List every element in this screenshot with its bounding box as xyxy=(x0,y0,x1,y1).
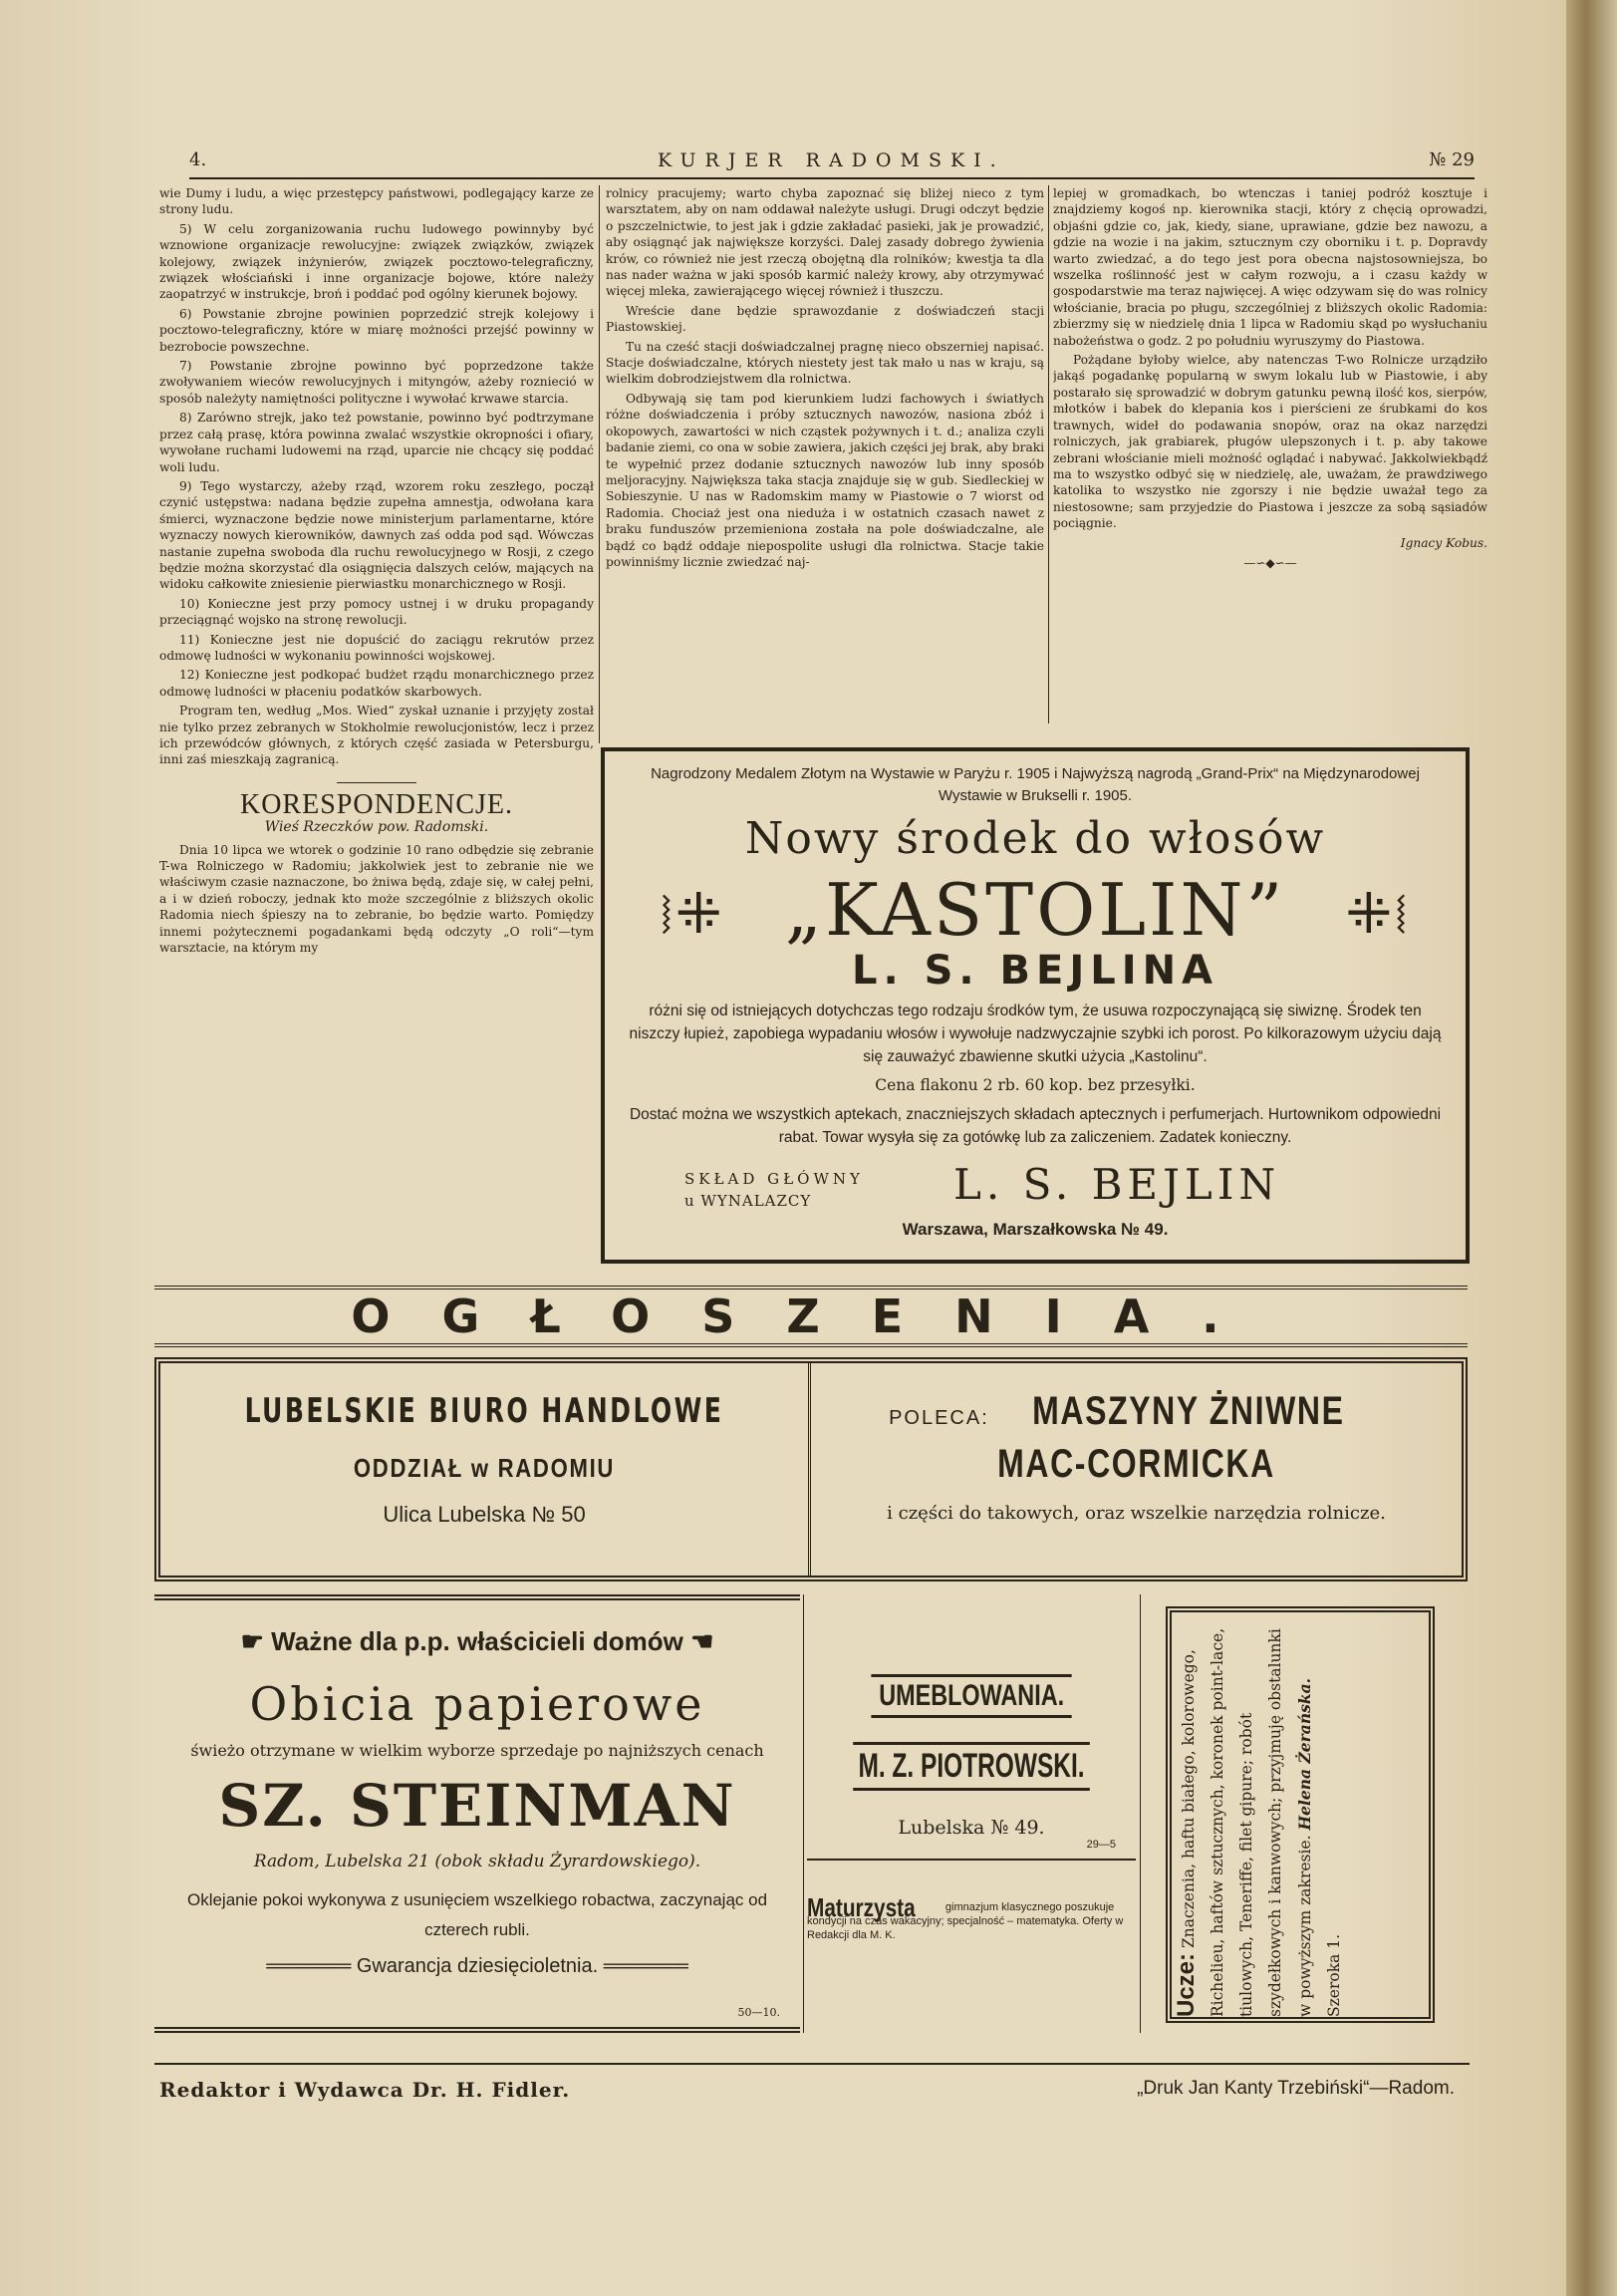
ad-code: 50—10. xyxy=(737,2006,780,2019)
pointing-hand-icon: ☚ xyxy=(690,1626,714,1656)
ornament-icon: ⧘⁜ xyxy=(661,882,725,947)
ad-text: Oklejanie pokoi wykonywa z usunięciem wszelkiego robactwa, zaczynając od czterech rubli. xyxy=(186,1890,768,1939)
ad-address: Warszawa, Marszałkowska № 49. xyxy=(902,1220,1169,1239)
section-heading: KORESPONDENCJE. xyxy=(239,788,514,820)
ad-text: gimnazjum klasycznego poszukuje kondycji na czas wakacyjny; specjalność – matematyka. Oferty w Redakcji dla M. K. xyxy=(807,1901,1124,1942)
newspaper-title: KURJER RADOMSKI. xyxy=(658,149,1005,171)
divider xyxy=(337,782,416,783)
column-divider xyxy=(1048,185,1049,723)
ad-zeranska xyxy=(1166,1606,1435,2023)
ad-left-half xyxy=(160,1363,811,1576)
paragraph: 7) Powstanie zbrojne powinno być poprzedzone także zwoływaniem wieców rewolucyjnych i mityngów, ażeby roznieció w sposób należyty namiętności polityczne i wywołać krwawe starcia. xyxy=(159,359,594,406)
ad-product-name xyxy=(605,868,1466,952)
paragraph: 8) Zarówno strejk, jako też powstanie, powinno być podtrzymane przez całą prasę, która powinna zwalać wszystkie okropności i ofiary, wywołane ruchami ludowemi na rząd, uparcie nie chcący się poddać woli ludu. xyxy=(159,411,594,474)
warehouse-label: SKŁAD GŁÓWNY xyxy=(684,1170,864,1188)
street-address: Ulica Lubelska № 50 xyxy=(383,1502,586,1527)
paragraph: 5) W celu zorganizowania ruchu ludowego powinnyby być wznowione organizacje rewolucyjne: związek związków, związek kolejowy, związek inżynierów, związek pocztowo-telegraficzny, związek włościański i inne organizacje bojowe, które należy zaopatrzyć w instrukcje, broń i poddać pod ogólny kierunek bojowy. xyxy=(159,221,594,302)
paragraph: wie Dumy i ludu, a więc przestępcy państwowi, podlegający karze ze strony ludu. xyxy=(159,186,594,217)
pointing-hand-icon: ☛ xyxy=(240,1626,264,1656)
product-line-1: MASZYNY ŻNIWNE xyxy=(1032,1389,1345,1433)
ad-street: Szeroka 1. xyxy=(1325,1933,1343,2017)
page-number: 4. xyxy=(189,149,207,170)
printer-line: „Druk Jan Kanty Trzebiński“—Radom. xyxy=(1137,2078,1455,2099)
guarantee: ══════ Gwarancja dziesięcioletnia. ══════ xyxy=(266,1955,688,1977)
product-text: „KASTOLIN” xyxy=(784,868,1286,952)
paragraph: Tu na cześć stacji doświadczalnej pragnę nieco obszerniej napisać. Stacje doświadczalne, których niestety jest tak mało u nas w kraju, są wielkim dobrodziejstwem dla rolnictwa. xyxy=(606,339,1044,387)
paragraph: Pożądane byłoby wielce, aby natenczas T-wo Rolnicze urządziło jakąś pogadankę popularną w swym lokalu lub w Piastowie, i aby postarało się sprowadzić w dobrym gatunku pewną ilość kos, sierpów, młotków i babek do klepania kos i pierścieni ze śrubkami do kos trawnych, wideł do podawania snopów, oraz na okaz narzędzi rolniczych, jak grabiarek, pługów ulepszonych i t. p. aby takowe zebrani włościanie mieli możność oglądać i nabywać. Jakkolwiekbądź ma to wszystko odbyć się w niedzielę, ale, uważam, że prawdziwego katolika to wszystko nie zgorszy i nie będzie uważał tego za niestosowne; sam przyjedzie do Piastowa i jeszcze za sobą sąsiadów pociągnie. xyxy=(1053,353,1487,531)
product-line-2: MAC-CORMICKA xyxy=(997,1442,1275,1486)
ad-umeblowania xyxy=(807,1594,1136,2033)
paragraph: Dnia 10 lipca we wtorek o godzinie 10 rano odbędzie się zebranie T-wa Rolniczego w Radomiu; jakkolwiek jest to zebranie nie we właściwym czasie naznaczone, bo żniwa będą, zdaje się, w całej pełni, a i w dzień roboczy, jednak kto może szczególnie z bliższych okolic Radomia niech śpieszy na to zebranie, bo będzie warto. Pomiędzy innemi pożytecznemi pogadankami będą odczyty „O roli“—tym warsztacie, na którym my xyxy=(159,842,594,956)
ad-body: różni się od istniejących dotychczas tego rodzaju środków tym, że usuwa rozpoczynającą się siwiznę. Środek ten niszczy łupież, zapobiega wypadaniu włosów i wywołuje nadzwyczajnie szybki ich porost. Po kilkorazowym użyciu dają się zauważyć zbawienne skutki użycia „Kastolinu“. xyxy=(629,1003,1442,1065)
ad-title: UMEBLOWANIA. xyxy=(871,1674,1071,1718)
paragraph: lepiej w gromadkach, bo wtenczas i taniej podróż kosztuje i znajdziemy kogoś np. kierownika stacji, który z chęcią oprowadzi, objaśni gdzie co, jak, kiedy, siane, uprawiane, gdzie bez nawozu, a gdzie na wozie i na jakim, sztucznym czy oborniku i t. p. Dopravdy warto zwiedzać, a do tego jest pora obecna najstosowniejsza, bo wszelka roślinność jest w całym rozwoju, a i czasu każdy w gospodarstwie ma teraz najwięcej. A więc odzywam się do was rolnicy włościanie, bracia po pługu, szczególniej z bliższych okolic Radomia: zbierzmy się w niedzielę dnia 1 lipca w Radomiu skąd po wysłuchaniu nabożeństwa o godz. 2 po południu wyruszymy do Piastowa. xyxy=(1053,186,1487,348)
product-details: i części do takowych, oraz wszelkie narzędzia rolnicze. xyxy=(887,1503,1386,1524)
paragraph: 10) Konieczne jest przy pomocy ustnej i w druku propagandy przeciągnąć wojsko na stronę rewolucji. xyxy=(159,596,594,628)
ornament-icon: ⁜⧙ xyxy=(1345,882,1410,947)
page-footer xyxy=(159,2078,1455,2108)
ad-kastolin xyxy=(601,747,1470,1264)
issue-number: № 29 xyxy=(1429,149,1475,170)
ad-headline: Nowy środek do włosów xyxy=(744,813,1326,864)
notice-text: Ważne dla p.p. właścicieli domów xyxy=(271,1626,683,1656)
ad-steinman xyxy=(154,1594,800,2033)
ornament-divider: —∽◆∽— xyxy=(1243,555,1297,570)
ad-title: Maturzysta xyxy=(807,1892,916,1923)
ad-price: Cena flakonu 2 rb. 60 kop. bez przesyłki. xyxy=(875,1076,1196,1094)
paragraph: Odbywają się tam pod kierunkiem ludzi fachowych i światłych różne doświadczenia i próby sztucznych nawozów, nasiona zbóż i okopowych, zawartości w nich cząstek pożywnych i t. d.; analiza czyli badanie ziemi, co ona w sobie zawiera, jakich części jej brak, aby braki te wypełnić przez dodanie sztucznych nawozów lub inny sposób meljoracyjny. Największa taka stacja znajduje się w gub. Siedleckiej w Sobieszynie. U nas w Radomskim mamy w Piastowie o 7 wiorst od Radomia. Chociaż jest ona nieduża i w ostatnich czasach nawet z braku funduszów przemieniona została na pole doświadczalne, ale bądź co bądź oddaje niepospolite usługi dla rolnictwa. Stacje takie powinniśmy licznie zwiedzać naj- xyxy=(606,391,1044,569)
ad-subtitle: świeżo otrzymane w wielkim wyborze sprzedaje po najniższych cenach xyxy=(190,1741,764,1760)
ad-heading: Ucze: xyxy=(1173,1952,1200,2017)
merchant-address: Lubelska № 49. xyxy=(898,1817,1045,1839)
ad-name: Helena Żerańska. xyxy=(1295,1677,1314,1831)
ads-banner: OGŁOSZENIA. xyxy=(154,1286,1468,1347)
ad-right-half xyxy=(811,1363,1462,1576)
merchant-name: SZ. STEINMAN xyxy=(218,1772,736,1840)
recommends-label: POLECA: xyxy=(889,1407,989,1429)
ad-maturzysta xyxy=(807,1892,1136,1942)
article-column-2 xyxy=(606,185,1044,733)
binding-edge xyxy=(1566,0,1617,2296)
header-rule xyxy=(189,177,1475,179)
notice-line xyxy=(154,1626,800,1657)
divider xyxy=(807,1859,1136,1861)
paragraph: Wreście dane będzie sprawozdanie z doświadczeń stacji Piastowskiej. xyxy=(606,303,1044,335)
guarantee-text: Gwarancja dziesięcioletnia. xyxy=(356,1955,599,1977)
column-divider xyxy=(1140,1594,1141,2033)
merchant-address: Radom, Lubelska 21 (obok składu Żyrardowskiego). xyxy=(253,1852,701,1871)
branch-name: ODDZIAŁ w RADOMIU xyxy=(353,1453,616,1483)
editor-line: Redaktor i Wydawca Dr. H. Fidler. xyxy=(159,2078,571,2102)
column-divider xyxy=(599,185,600,743)
paragraph: rolnicy pracujemy; warto chyba zapoznać się bliżej nieco z tym warsztatem, aby on nam oddawał należyte usługi. Drugi odczyt będzie o pszczelnictwie, to jest jak i gdzie zakładać pasieki, jak je prowadzić, aby osiągnąć jak największe korzyści. Dalej zasady dobrego żywienia krów, co również nie jest rzeczą obojętną dla rolników; kwestja ta dla nas nader ważna w jaki sposób karmić należy krowy, aby otrzymywać więcej mleka, zawierającego więcej również i tłuszczu. xyxy=(606,186,1044,299)
column-divider xyxy=(803,1594,804,2033)
correspondence-place: Wieś Rzeczków pow. Radomski. xyxy=(264,819,489,836)
paragraph: 11) Konieczne jest nie dopuścić do zaciągu rekrutów przez odmowę ludności w wykonaniu powinności wojskowej. xyxy=(159,632,594,663)
page-header xyxy=(189,149,1475,171)
rotated-ad-text xyxy=(1172,1612,1429,2017)
footer-rule xyxy=(154,2063,1470,2065)
ad-title: Obicia papierowe xyxy=(249,1677,705,1731)
merchant-name: M. Z. PIOTROWSKI. xyxy=(853,1742,1090,1791)
paragraph: 6) Powstanie zbrojne powinien poprzedzić strejk kolejowy i pocztowo-telegraficzny, które w miarę możności przejść powinny w bezrobocie powszechne. xyxy=(159,306,594,354)
company-name: LUBELSKIE BIURO HANDLOWE xyxy=(244,1391,724,1431)
paragraph: Program ten, według „Mos. Wied“ zyskał uznanie i przyjęty został nie tylko przez zebranych w Stokholmie rewolucjonistów, lecz i przez ich przewódców głównych, z których część zasiada w Petersburgu, inni zaś mieszkają zagranicą. xyxy=(159,704,594,767)
article-column-3 xyxy=(1053,185,1487,733)
ad-code: 29—5 xyxy=(1086,1839,1116,1851)
ad-award: Nagrodzony Medalem Złotym na Wystawie w Paryżu r. 1905 i Najwyższą nagrodą „Grand-Prix“ na Międzynarodowej Wystawie w Brukselli r. 1905. xyxy=(651,765,1420,804)
ad-body: Dostać można we wszystkich aptekach, znaczniejszych składach aptecznych i perfumerjach. Hurtownikom odpowiedni rabat. Towar wysyła się za gotówkę lub za zaliczeniem. Zadatek konieczny. xyxy=(629,1106,1442,1146)
ad-biuro-handlowe xyxy=(154,1357,1468,1581)
ad-seller-name: L. S. BEJLIN xyxy=(953,1160,1281,1209)
ad-warehouse xyxy=(684,1168,864,1212)
signature: Ignacy Kobus. xyxy=(1400,535,1487,550)
ad-text: Znaczenia, haftu białego, kolorowego, Richelieu, haftów sztucznych, koronek point-lace, tiulowych, Teneriffe, filet gipure; robót szydełkowych i kanwowych; przyjmuję obstalunki w powyższym zakresie. xyxy=(1180,1627,1314,2017)
paragraph: 9) Tego wystarczy, ażeby rząd, wzorem roku zeszłego, począł czynić ustępstwa: nadana będzie zupełna amnestja, odwołana kara śmierci, wyznaczone będzie nowe ministerjum parlamentarne, które wyznaczy nowych kierowników, dawnych zaś odda pod sąd. Wówczas nastanie zupełna swoboda dla ruchu rewolucyjnego w Rosji, z czego będzie można skorzystać dla osiągnięcia dalszych celów, mających na widoku całkowite zniesienie pierwiastku monarchicznego w Rosji. xyxy=(159,478,594,592)
paragraph: 12) Konieczne jest podkopać budżet rządu monarchicznego przez odmowę ludności w płaceniu podatków skarbowych. xyxy=(159,668,594,699)
inventor-label: u WYNALAZCY xyxy=(684,1192,812,1210)
ad-maker: L. S. BEJLINA xyxy=(851,948,1219,994)
article-column-1 xyxy=(159,185,594,1264)
